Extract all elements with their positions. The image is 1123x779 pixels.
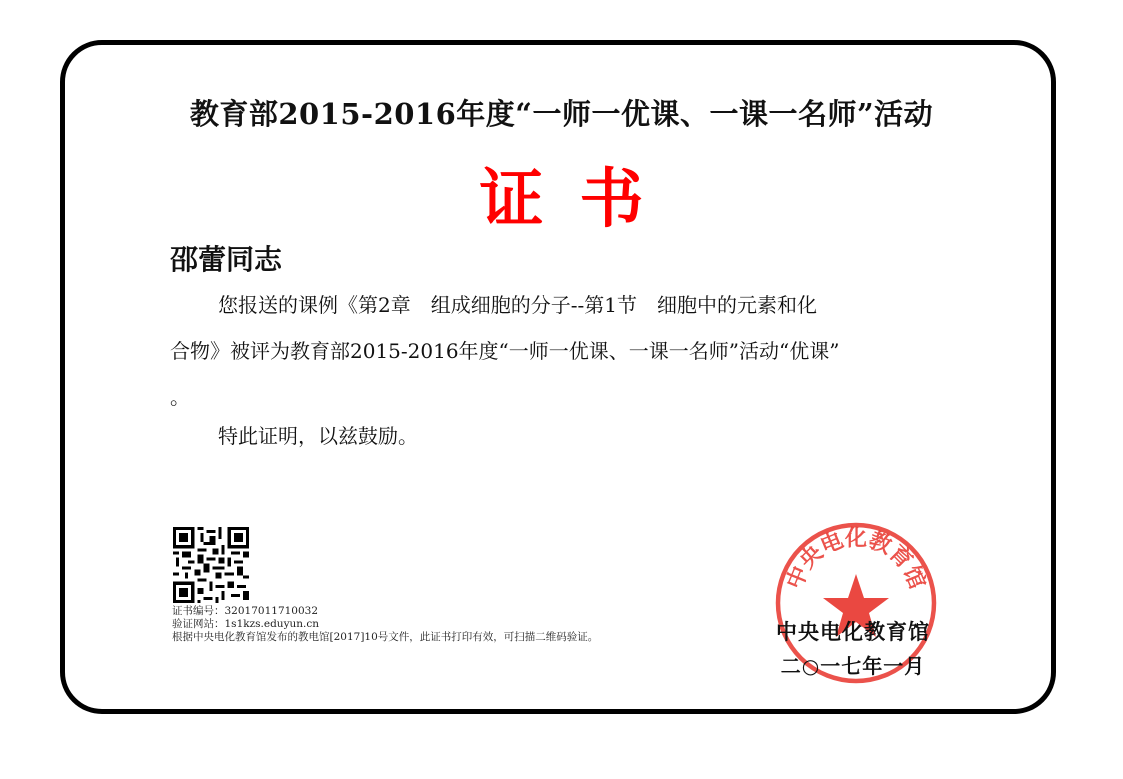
certificate-body (170, 282, 960, 420)
qr-code-icon (173, 527, 249, 603)
certificate-title: 教育部2015-2016年度“一师一优课、一课一名师”活动 (189, 97, 934, 131)
certificate-footnotes (172, 605, 598, 644)
certificate-heading: 证书 (479, 162, 680, 237)
seal-text: 中央电化教育馆 (782, 526, 930, 593)
verify-note: 根据中央电化教育馆发布的教电馆[2017]10号文件，此证书打印有效，可扫描二维码验证。 (172, 631, 599, 643)
verify-website[interactable]: 验证网站：1s1kzs.eduyun.cn (172, 618, 320, 630)
recipient-name: 邵蕾同志 (170, 243, 283, 276)
body-line-2: 合物》被评为教育部2015-2016年度“一师一优课、一课一名师”活动“优课” (170, 339, 840, 363)
body-line-3: 。 (170, 385, 190, 409)
issue-date: 二○一七年一月 (780, 654, 926, 678)
certificate-number: 证书编号：32017011710032 (172, 605, 319, 617)
issuer-name: 中央电化教育馆 (776, 619, 930, 644)
body-line-1: 您报送的课例《第2章 组成细胞的分子--第1节 细胞中的元素和化 (218, 293, 817, 317)
closing-text: 特此证明，以兹鼓励。 (218, 424, 418, 448)
